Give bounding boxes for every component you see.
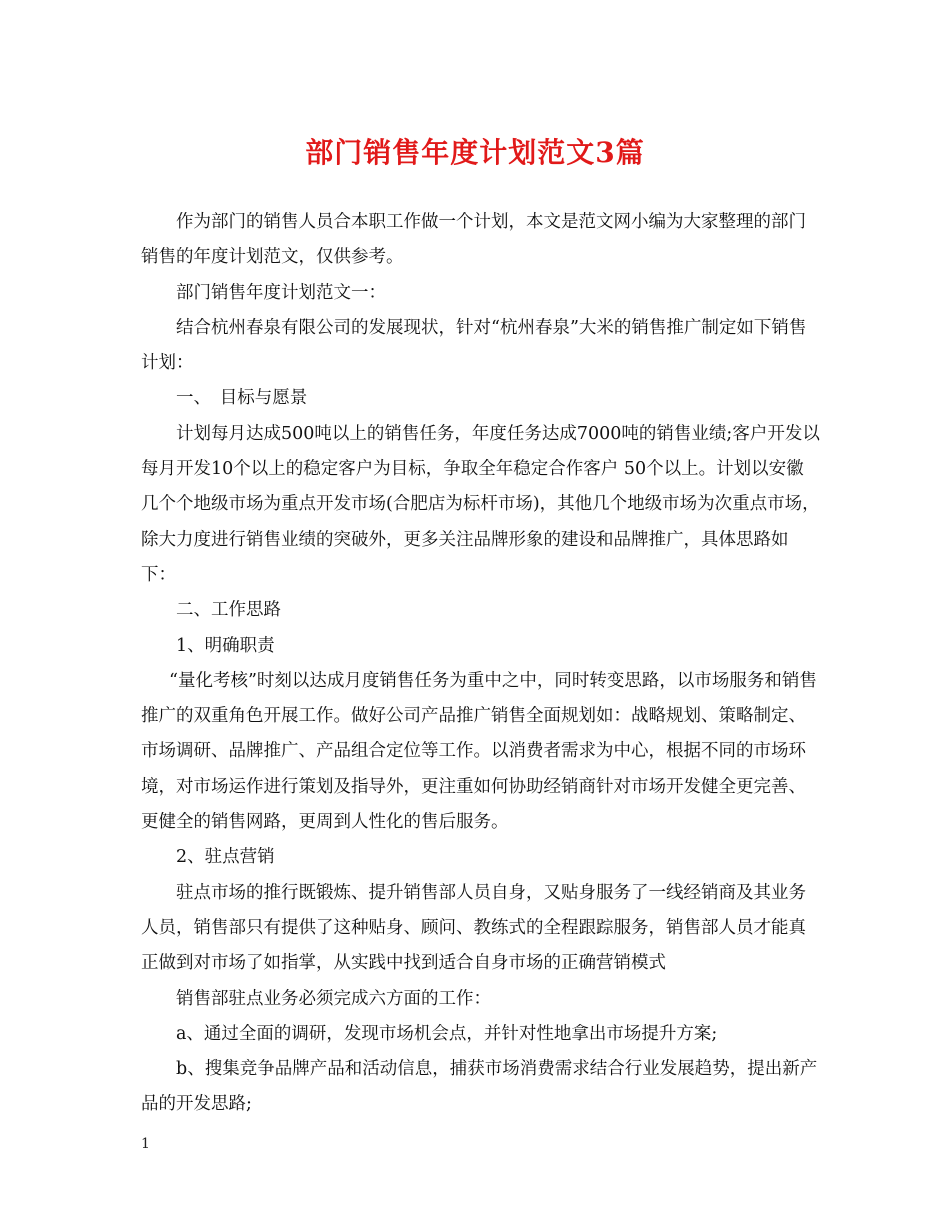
page-number: 1 xyxy=(141,1136,150,1152)
paragraph-onsite-marketing: 驻点市场的推行既锻炼、提升销售部人员自身，又贴身服务了一线经销商及其业务人员，销售部只有提供了这种贴身、顾问、教练式的全程跟踪服务，销售部人员才能真正做到对市场了如指掌，从实践中找到适合自身市场的正确营销模式 xyxy=(141,882,806,974)
document-title: 部门销售年度计划范文3篇 xyxy=(305,136,645,169)
paragraph-goals: 计划每月达成500吨以上的销售任务，年度任务达成7000吨的销售业绩;客户开发以每月开发10个以上的稳定客户为目标，争取全年稳定合作客户 50个以上。计划以安徽几个个地级市场为重点开发市场(合肥店为标杆市场)，其他几个地级市场为次重点市场，除大力度进行销售业绩的突破外，更多关注品牌形象的建设和品牌推广，具体思路如下： xyxy=(141,423,820,585)
subheading-responsibilities: 1、明确职责 xyxy=(176,635,275,656)
section-heading-approach: 二、工作思路 xyxy=(176,600,281,621)
paragraph-intro: 作为部门的销售人员合本职工作做一个计划，本文是范文网小编为大家整理的部门销售的年度计划范文，仅供参考。 xyxy=(141,212,806,268)
document-body xyxy=(141,205,821,1123)
list-item-a: a、通过全面的调研，发现市场机会点，并针对性地拿出市场提升方案; xyxy=(176,1023,718,1044)
section-heading-goals: 一、 目标与愿景 xyxy=(176,388,308,409)
paragraph-background: 结合杭州春泉有限公司的发展现状，针对“杭州春泉”大米的销售推广制定如下销售计划： xyxy=(141,317,807,374)
paragraph-heading-sample-one: 部门销售年度计划范文一： xyxy=(176,282,386,303)
paragraph-six-tasks: 销售部驻点业务必须完成六方面的工作： xyxy=(176,988,491,1009)
list-item-b: b、搜集竞争品牌产品和活动信息，捕获市场消费需求结合行业发展趋势，提出新产品的开发思路; xyxy=(141,1059,818,1115)
subheading-onsite-marketing: 2、驻点营销 xyxy=(176,847,275,868)
paragraph-responsibilities: “量化考核”时刻以达成月度销售任务为重中之中，同时转变思路，以市场服务和销售推广的双重角色开展工作。做好公司产品推广销售全面规划如：战略规划、策略制定、市场调研、品牌推广、产品组合定位等工作。以消费者需求为中心，根据不同的市场环境，对市场运作进行策划及指导外，更注重如何协助经销商针对市场开发健全更完善、更健全的销售网路，更周到人性化的售后服务。 xyxy=(141,670,817,833)
